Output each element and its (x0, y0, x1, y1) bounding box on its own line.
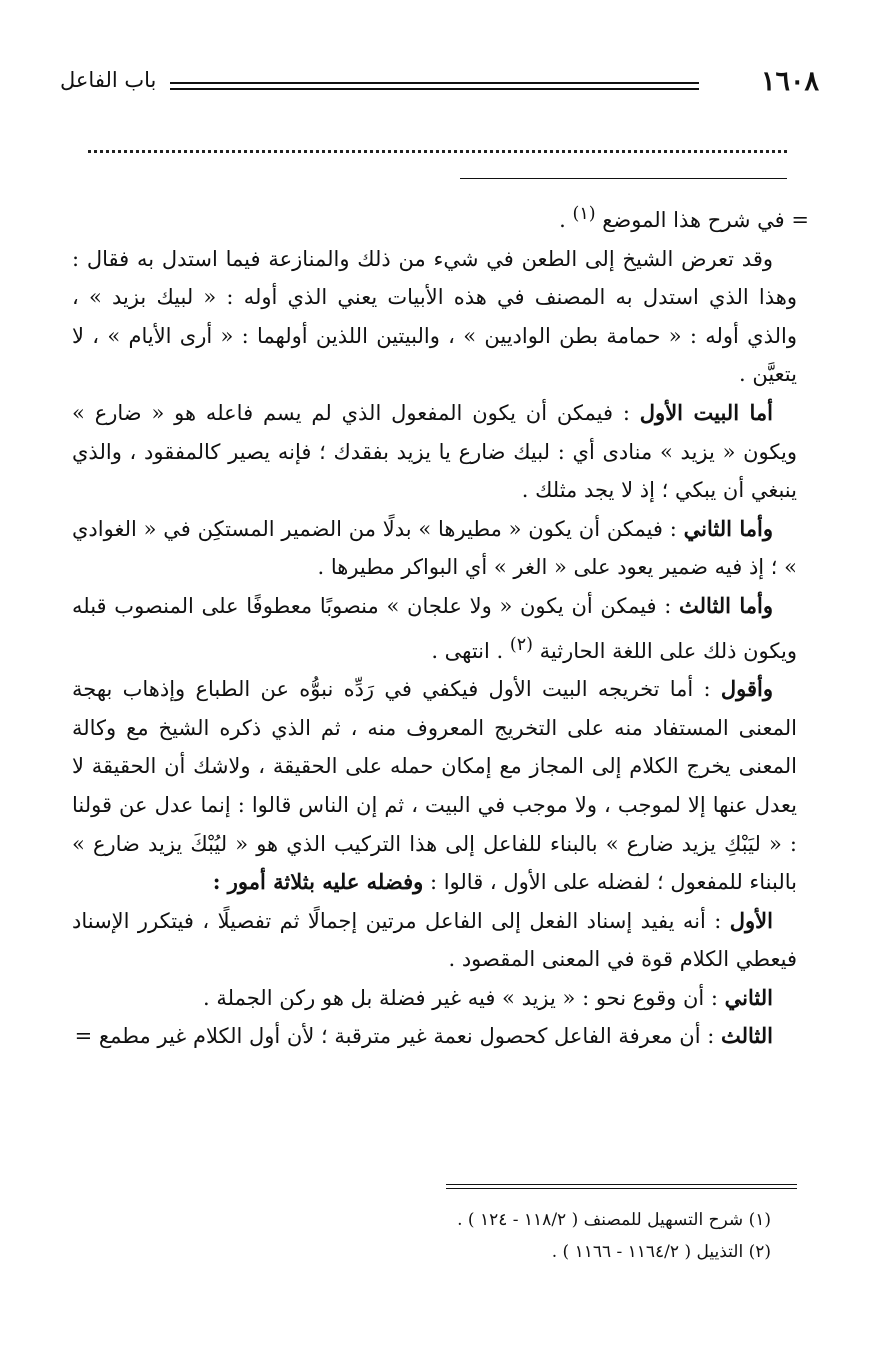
paragraph-heading: وأما الثالث (679, 592, 773, 618)
paragraph-heading: وأقول (720, 676, 773, 702)
paragraph-6: الأول : أنه يفيد إسناد الفعل إلى الفاعل مرتين إجمالًا ثم تفصيلًا ، فيتكرر الإسناد فيعطي الكلام قوة في المعنى المقصود . (72, 907, 797, 972)
header-double-rule (170, 82, 699, 90)
paragraph-3: وأما الثاني : فيمكن أن يكون « مطيرها » بدلًا من الضمير المستكِن في « الغوادي » ؛ إذ فيه ضمير يعود على « الغر » أي البواكر مطيرها . (72, 515, 797, 580)
paragraph-4: وأما الثالث : فيمكن أن يكون « ولا علجان » منصوبًا معطوفًا على المنصوب قبله ويكون ذلك على اللغة الحارثية $^{(٢)}$ . انتهى . (72, 592, 797, 663)
paragraph-8: الثالث : أن معرفة الفاعل كحصول نعمة غير مترقبة ؛ لأن أول الكلام غير مطمع = (74, 1023, 773, 1049)
footnote-ref-1: (١) (572, 204, 596, 224)
paragraph-heading: الثالث (721, 1023, 773, 1049)
main-text (72, 195, 809, 1056)
chapter-title: باب الفاعل (60, 68, 157, 92)
paragraph-2: أما البيت الأول : فيمكن أن يكون المفعول الذي لم يسم فاعله هو « ضارع » ويكون « يزيد » منادى أي : لبيك ضارع يا يزيد بفقدك ؛ فإنه يصير كالمفقود ، والذي ينبغي أن يبكي ؛ إذ لا يجد مثلك . (72, 399, 797, 503)
footnote-1: (١) شرح التسهيل للمصنف ( ١١٨/٢ - ١٢٤ ) . (457, 1210, 771, 1230)
continued-line: = في شرح هذا الموضع $^{(١)}$ . (559, 204, 809, 232)
paragraph-heading: الثاني (724, 984, 773, 1010)
paragraph-7: الثاني : أن وقوع نحو : « يزيد » فيه غير فضلة بل هو ركن الجملة . (203, 984, 773, 1010)
footnote-separator (446, 1184, 797, 1189)
footnote-2: (٢) التذييل ( ١١٦٤/٢ - ١١٦٦ ) . (551, 1242, 771, 1262)
running-header (60, 66, 819, 106)
paragraph-heading: أما البيت الأول (639, 399, 773, 425)
dotted-separator (88, 138, 787, 153)
paragraph-heading: وأما الثاني (683, 515, 773, 541)
page-number: ١٦٠٨ (760, 66, 819, 97)
footnotes (72, 1204, 771, 1268)
paragraph-heading: الأول (729, 907, 773, 933)
continuation-rule (460, 178, 787, 179)
paragraph-5: وأقول : أما تخريجه البيت الأول فيكفي في رَدِّه نبوُّه عن الطباع وإذهاب بهجة المعنى المستفاد منه على التخريج المعروف منه ، ثم الذي ذكره الشيخ مع وكالة المعنى يخرج الكلام إلى المجاز مع إمكان حمله على الحقيقة ، ولاشك أن الحقيقة لا يعدل عنها إلا لموجب ، ولا موجب في البيت ، ثم إن الناس قالوا : إنما عدل عن قولنا : « ليَبْكِ يزيد ضارع » بالبناء للفاعل إلى هذا التركيب الذي هو « ليُبْكَ يزيد ضارع » بالبناء للمفعول ؛ لفضله على الأول ، قالوا : وفضله عليه بثلاثة أمور : (72, 676, 797, 895)
paragraph-1: وقد تعرض الشيخ إلى الطعن في شيء من ذلك والمنازعة فيما استدل به فقال : وهذا الذي استدل به المصنف في هذه الأبيات يعني الذي أوله : « لبيك بزيد » ، والذي أوله : « حمامة بطن الواديين » ، والبيتين اللذين أولهما : « أرى الأيام » ، لا يتعيَّن . (72, 246, 797, 387)
footnote-ref-2: (٢) (509, 634, 533, 655)
